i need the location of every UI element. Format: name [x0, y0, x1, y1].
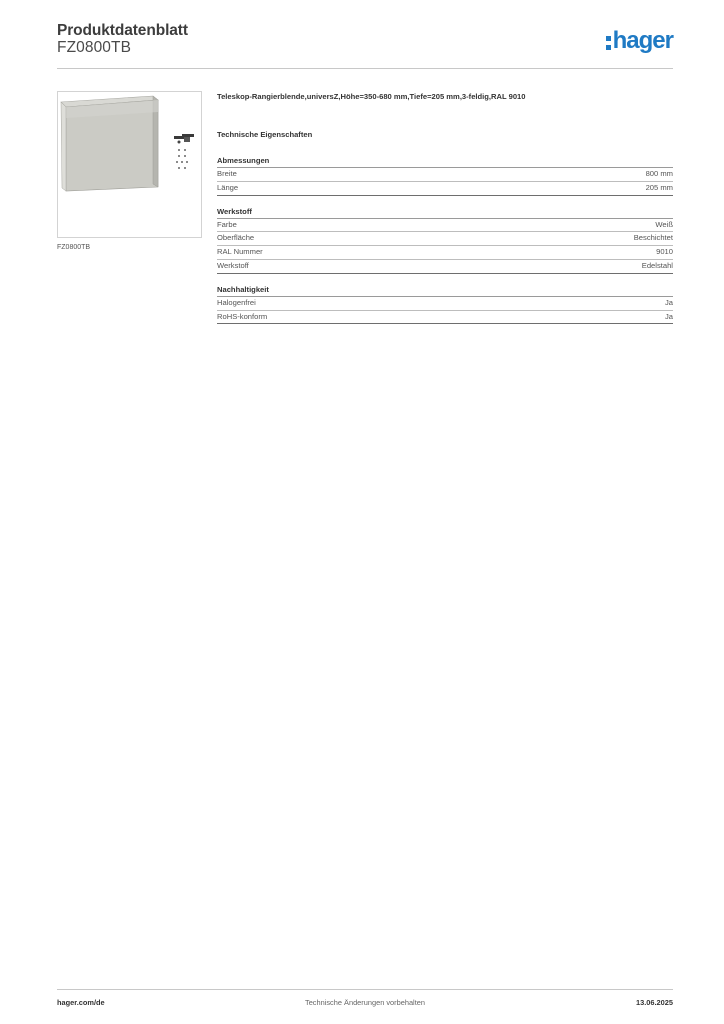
spec-label: Werkstoff: [217, 260, 249, 270]
product-details: [217, 92, 673, 324]
page-header: [57, 22, 673, 70]
spec-group-abmessungen: [217, 156, 673, 196]
spec-value: 205 mm: [645, 182, 673, 192]
hager-logo: [606, 27, 673, 55]
footer-date: 13.06.2025: [636, 998, 673, 1007]
spec-row: [217, 297, 673, 311]
spec-row: [217, 246, 673, 260]
spec-label: Länge: [217, 182, 239, 192]
logo-dots-icon: [606, 36, 611, 50]
spec-row: [217, 219, 673, 233]
spec-group-title: Abmessungen: [217, 156, 673, 168]
footer-divider: [57, 989, 673, 990]
spec-value: 9010: [656, 247, 673, 257]
spec-value: Beschichtet: [633, 233, 673, 243]
spec-row: [217, 168, 673, 182]
product-illustration: [58, 92, 201, 237]
product-image: [57, 91, 202, 238]
spec-row: [217, 311, 673, 325]
spec-label: Halogenfrei: [217, 297, 256, 307]
spec-value: Ja: [664, 297, 673, 307]
spec-label: RoHS-konform: [217, 311, 268, 321]
specs-title: Technische Eigenschaften: [217, 130, 313, 139]
spec-row: [217, 232, 673, 246]
spec-row: [217, 182, 673, 196]
spec-group-title: Werkstoff: [217, 207, 673, 219]
header-divider: [57, 68, 673, 69]
product-code: FZ0800TB: [57, 39, 132, 56]
footer-website: hager.com/de: [57, 998, 105, 1007]
spec-value: Edelstahl: [641, 260, 673, 270]
spec-label: Farbe: [217, 219, 237, 229]
spec-group-title: Nachhaltigkeit: [217, 285, 673, 297]
spec-value: Ja: [664, 311, 673, 321]
spec-value: Weiß: [655, 219, 673, 229]
document-title: Produktdatenblatt: [57, 22, 188, 39]
spec-label: Breite: [217, 169, 237, 178]
image-caption: FZ0800TB: [57, 244, 91, 251]
spec-group-werkstoff: [217, 207, 673, 274]
spec-value: 800 mm: [645, 169, 673, 178]
footer-notice: Technische Änderungen vorbehalten: [305, 998, 425, 1007]
spec-label: RAL Nummer: [217, 247, 263, 257]
spec-group-nachhaltigkeit: [217, 285, 673, 325]
logo-wordmark: hager: [612, 27, 673, 54]
product-description: Teleskop-Rangierblende,universZ,Höhe=350-680 mm,Tiefe=205 mm,3-feldig,RAL 9010: [217, 92, 526, 101]
spec-row: [217, 260, 673, 274]
spec-label: Oberfläche: [217, 233, 255, 243]
